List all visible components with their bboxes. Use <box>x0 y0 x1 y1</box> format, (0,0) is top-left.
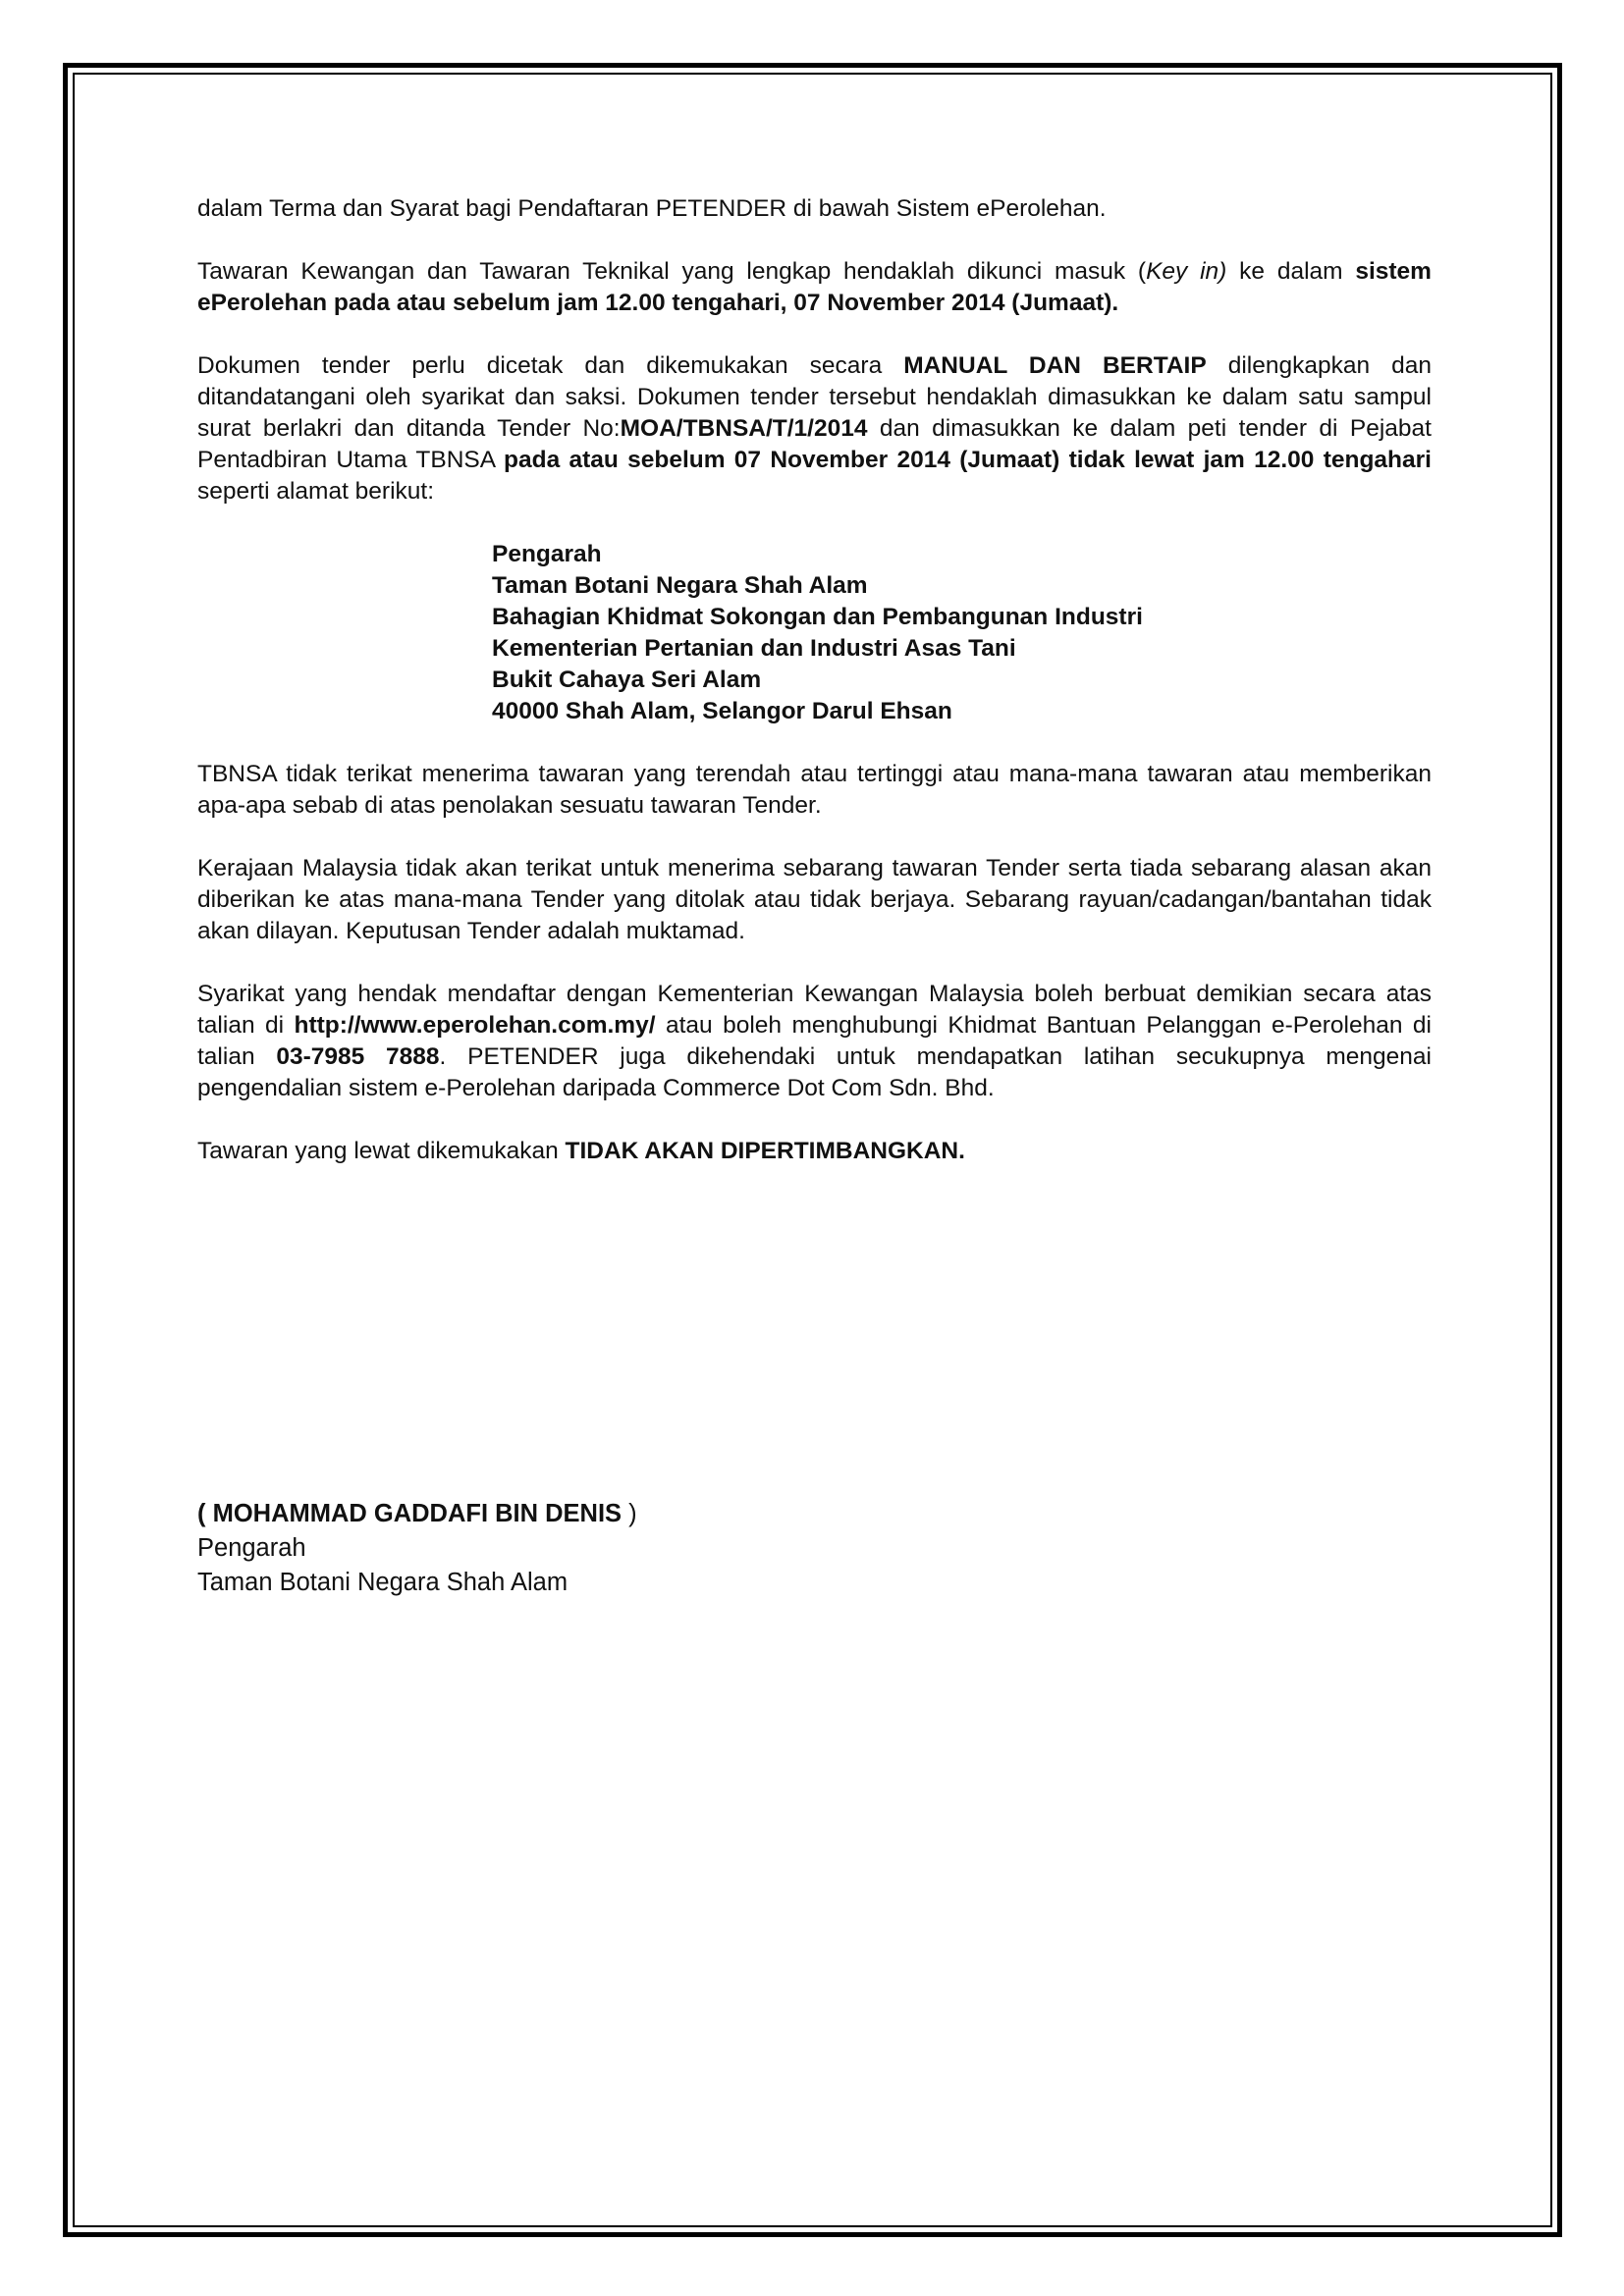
paren-open: ( <box>197 1500 213 1527</box>
address-line: 40000 Shah Alam, Selangor Darul Ehsan <box>492 698 952 724</box>
paragraph-key-in <box>197 256 1432 319</box>
text: Syarikat yang hendak mendaftar dengan Kementerian Kewangan Malaysia boleh berbuat demikian secara atas talian di <box>197 981 1432 1039</box>
phone-number: 03-7985 7888 <box>276 1043 440 1070</box>
text: atau boleh menghubungi Khidmat Bantuan Pelanggan e-Perolehan di talian <box>197 1012 1432 1070</box>
paragraph-late <box>197 1136 1432 1167</box>
letter-body <box>197 193 1432 1199</box>
eperolehan-link[interactable]: http://www.eperolehan.com.my/ <box>294 1012 656 1039</box>
signatory-title: Pengarah <box>197 1534 306 1562</box>
text: dilengkapkan dan ditandatangani oleh syarikat dan saksi. Dokumen tender tersebut hendaklah dimasukkan ke dalam satu sampul surat berlakri dan ditanda Tender No: <box>197 352 1432 442</box>
paragraph-not-bound: TBNSA tidak terikat menerima tawaran yang terendah atau tertinggi atau mana-mana tawaran atau memberikan apa-apa sebab di atas penolakan sesuatu tawaran Tender. <box>197 761 1432 819</box>
tender-number: MOA/TBNSA/T/1/2014 <box>620 415 868 442</box>
paragraph-terms: dalam Terma dan Syarat bagi Pendaftaran PETENDER di bawah Sistem ePerolehan. <box>197 195 1107 222</box>
text: . PETENDER juga dikehendaki untuk mendapatkan latihan secukupnya mengenai pengendalian sistem e-Perolehan daripada Commerce Dot Com Sdn. Bhd. <box>197 1043 1432 1101</box>
address-line: Bukit Cahaya Seri Alam <box>492 667 762 693</box>
signature-block <box>197 1497 637 1600</box>
address-line: Bahagian Khidmat Sokongan dan Pembangunan Industri <box>492 604 1143 630</box>
manual-text: MANUAL DAN BERTAIP <box>903 352 1207 379</box>
text: Dokumen tender perlu dicetak dan dikemukakan secara <box>197 352 904 379</box>
text: dan dimasukkan ke dalam peti tender di Pejabat Pentadbiran Utama TBNSA <box>197 415 1432 473</box>
text: Tawaran yang lewat dikemukakan <box>197 1138 566 1164</box>
address-line: Pengarah <box>492 541 602 567</box>
submission-deadline: pada atau sebelum 07 November 2014 (Jumaat) tidak lewat jam 12.00 tengahari <box>504 447 1432 473</box>
deadline-text: sistem ePerolehan pada atau sebelum jam 12.00 tengahari, 07 November 2014 (Jumaat). <box>197 258 1432 316</box>
signatory-name-line <box>197 1497 637 1531</box>
late-warning: TIDAK AKAN DIPERTIMBANGKAN. <box>565 1138 965 1164</box>
text: ke dalam <box>1226 258 1356 285</box>
address-line: Taman Botani Negara Shah Alam <box>492 572 868 599</box>
paren-close: ) <box>622 1500 637 1527</box>
text: Tawaran Kewangan dan Tawaran Teknikal yang lengkap hendaklah dikunci masuk ( <box>197 258 1147 285</box>
key-in-text: Key in) <box>1146 258 1227 285</box>
text: seperti alamat berikut: <box>197 478 435 505</box>
paragraph-government: Kerajaan Malaysia tidak akan terikat untuk menerima sebarang tawaran Tender serta tiada sebarang alasan akan diberikan ke atas mana-mana Tender yang ditolak atau tidak berjaya. Sebarang rayuan/cadangan/bantahan tidak akan dilayan. Keputusan Tender adalah muktamad. <box>197 855 1432 944</box>
signatory-name: MOHAMMAD GADDAFI BIN DENIS <box>212 1500 623 1527</box>
signatory-organisation: Taman Botani Negara Shah Alam <box>197 1569 568 1596</box>
paragraph-submission <box>197 350 1432 507</box>
address-block <box>492 539 1432 727</box>
paragraph-registration <box>197 979 1432 1104</box>
address-line: Kementerian Pertanian dan Industri Asas Tani <box>492 635 1016 662</box>
